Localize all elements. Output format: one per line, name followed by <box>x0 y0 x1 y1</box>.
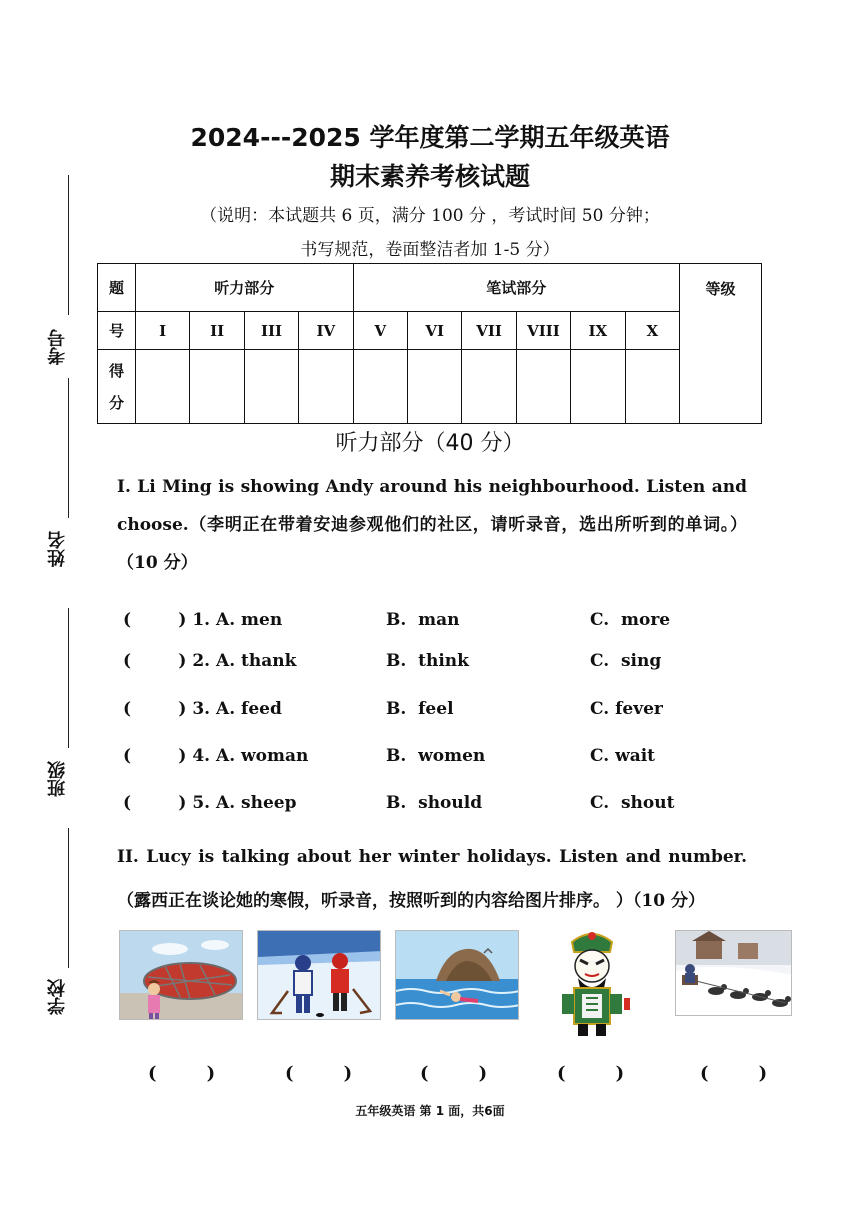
score-cell[interactable] <box>299 350 353 424</box>
score-cell[interactable] <box>190 350 244 424</box>
score-cell[interactable] <box>353 350 407 424</box>
exam-number-label: 考号 <box>47 329 68 365</box>
question-4-option-c: C. wait <box>590 746 656 766</box>
grade-header <box>680 264 762 424</box>
score-row-label <box>98 350 136 424</box>
numeral-cell: II <box>190 312 244 350</box>
dog-sled-icon <box>676 931 792 1016</box>
table-header-hao: 号 <box>98 312 136 350</box>
score-cell[interactable] <box>244 350 298 424</box>
name-label: 姓名 <box>47 531 68 567</box>
instructions-note-2: 书写规范，卷面整洁者加 1-5 分） <box>300 240 560 260</box>
answer-blank-2[interactable]: ( ) <box>285 1063 353 1084</box>
score-table <box>97 263 762 424</box>
question-row <box>123 651 763 675</box>
numeral-cell: X <box>625 312 679 350</box>
score-cell[interactable] <box>407 350 461 424</box>
swimming-icon <box>396 931 519 1020</box>
ice-hockey-icon <box>258 931 381 1020</box>
question-3-option-a: ( ) 3. A. feed <box>123 699 282 719</box>
question-5-option-b: B. should <box>386 793 483 813</box>
swimming-picture <box>395 930 519 1020</box>
table-header-ti: 题 <box>98 264 136 312</box>
question-1-option-a: ( ) 1. A. men <box>123 610 283 630</box>
score-cell[interactable] <box>462 350 516 424</box>
numeral-cell: V <box>353 312 407 350</box>
score-cell[interactable] <box>136 350 190 424</box>
page-subtitle: 期末素养考核试题 <box>329 162 530 191</box>
question-row <box>123 793 763 817</box>
numeral-cell: VIII <box>516 312 570 350</box>
page-footer: 五年级英语 第 1 面，共6面 <box>355 1104 505 1118</box>
score-cell[interactable] <box>625 350 679 424</box>
dog-sled-picture <box>675 930 792 1016</box>
question-1-option-b: B. man <box>386 610 460 630</box>
numeral-cell: III <box>244 312 298 350</box>
score-label-de: 得 <box>108 361 124 380</box>
side-line <box>68 828 69 968</box>
side-line <box>68 608 69 748</box>
page-title: 2024---2025 学年度第二学期五年级英语 <box>190 123 670 152</box>
instructions-note: （说明：本试题共 6 页，满分 100 分 ，考试时间 50 分钟； <box>200 206 660 226</box>
question-row <box>123 746 763 770</box>
question-1-option-c: C. more <box>590 610 671 630</box>
numeral-cell: I <box>136 312 190 350</box>
question-5-option-a: ( ) 5. A. sheep <box>123 793 297 813</box>
numeral-cell: IX <box>571 312 625 350</box>
listening-part-header: 听力部分 <box>136 264 354 312</box>
listening-section-title: 听力部分（40 分） <box>335 431 525 456</box>
score-label-fen: 分 <box>108 393 124 412</box>
question-4-option-a: ( ) 4. A. woman <box>123 746 309 766</box>
question-row <box>123 610 763 634</box>
section-2-instruction: II. Lucy is talking about her winter holidays. Listen and number. （露西正在谈论她的寒假，听录音，按照听到的内容给图片排序。 ）（10 分） <box>117 847 747 911</box>
ice-hockey-picture <box>257 930 381 1020</box>
score-cell[interactable] <box>571 350 625 424</box>
opera-figure-icon <box>552 928 632 1040</box>
question-3-option-c: C. fever <box>590 699 663 719</box>
grade-label: 等级 <box>705 280 736 298</box>
answer-blank-3[interactable]: ( ) <box>420 1063 488 1084</box>
opera-figure-picture <box>552 928 632 1040</box>
section-1-instruction: I. Li Ming is showing Andy around his neighbourhood. Listen and choose.（李明正在带着安迪参观他们的社区，请听录音，选出所听到的单词。）（10 分） <box>117 477 747 573</box>
numeral-cell: VII <box>462 312 516 350</box>
score-cell[interactable] <box>516 350 570 424</box>
written-part-header: 笔试部分 <box>353 264 679 312</box>
question-5-option-c: C. shout <box>590 793 675 813</box>
answer-blank-4[interactable]: ( ) <box>557 1063 625 1084</box>
numeral-cell: VI <box>407 312 461 350</box>
question-2-option-c: C. sing <box>590 651 662 671</box>
numeral-cell: IV <box>299 312 353 350</box>
answer-blank-5[interactable]: ( ) <box>700 1063 768 1084</box>
school-label: 学校 <box>47 979 68 1015</box>
stadium-picture <box>119 930 243 1020</box>
question-4-option-b: B. women <box>386 746 486 766</box>
question-3-option-b: B. feel <box>386 699 454 719</box>
class-label: 班级 <box>47 761 68 797</box>
question-2-option-b: B. think <box>386 651 469 671</box>
stadium-icon <box>120 931 243 1020</box>
question-2-option-a: ( ) 2. A. thank <box>123 651 297 671</box>
answer-blank-1[interactable]: ( ) <box>148 1063 216 1084</box>
question-row <box>123 699 763 723</box>
